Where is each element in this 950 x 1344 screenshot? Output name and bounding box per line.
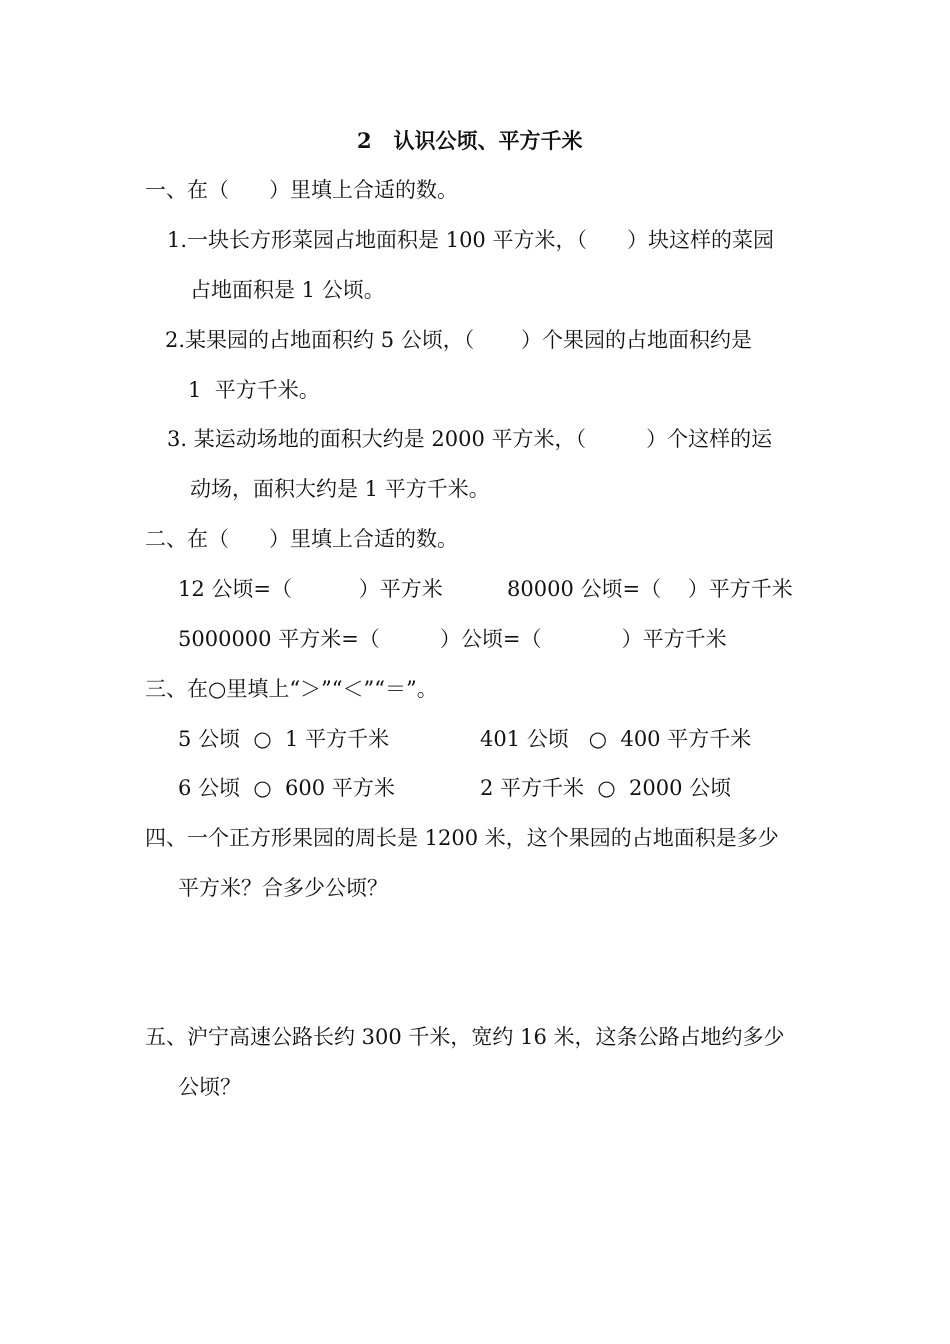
compare-row-1-right: 401 公顷 ○ 400 平方千米 <box>480 727 752 751</box>
question-1-2-line-2: 1 平方千米。 <box>188 378 320 402</box>
compare-row-2-left: 6 公顷 ○ 600 平方米 <box>178 776 395 800</box>
question-2-row-2: 5000000 平方米=（ ）公顷=（ ）平方千米 <box>178 627 727 651</box>
section-1-heading: 一、在（ ）里填上合适的数。 <box>145 178 459 202</box>
section-4-line-1: 四、一个正方形果园的周长是 1200 米，这个果园的占地面积是多少 <box>145 826 779 850</box>
question-1-3-line-1: 3. 某运动场地的面积大约是 2000 平方米，（ ）个这样的运 <box>167 427 773 451</box>
compare-row-1-left: 5 公顷 ○ 1 平方千米 <box>178 727 390 751</box>
question-2-row-1-right: 80000 公顷=（ ）平方千米 <box>507 577 793 601</box>
question-1-1-line-1: 1.一块长方形菜园占地面积是 100 平方米，（ ）块这样的菜园 <box>167 228 775 252</box>
question-1-3-line-2: 动场，面积大约是 1 平方千米。 <box>190 477 490 501</box>
section-3-heading: 三、在○里填上“＞”“＜”“＝”。 <box>145 677 438 701</box>
section-4-line-2: 平方米？合多少公顷？ <box>178 876 388 900</box>
section-5-line-2: 公顷？ <box>178 1075 241 1099</box>
page-title: 2 认识公顷、平方千米 <box>357 128 583 153</box>
compare-row-2-right: 2 平方千米 ○ 2000 公顷 <box>480 776 732 800</box>
section-2-heading: 二、在（ ）里填上合适的数。 <box>145 527 459 551</box>
question-2-row-1-left: 12 公顷=（ ）平方米 <box>178 577 443 601</box>
section-5-line-1: 五、沪宁高速公路长约 300 千米，宽约 16 米，这条公路占地约多少 <box>145 1025 785 1049</box>
question-1-1-line-2: 占地面积是 1 公顷。 <box>190 278 385 302</box>
question-1-2-line-1: 2.某果园的占地面积约 5 公顷，（ ）个果园的占地面积约是 <box>165 328 752 352</box>
